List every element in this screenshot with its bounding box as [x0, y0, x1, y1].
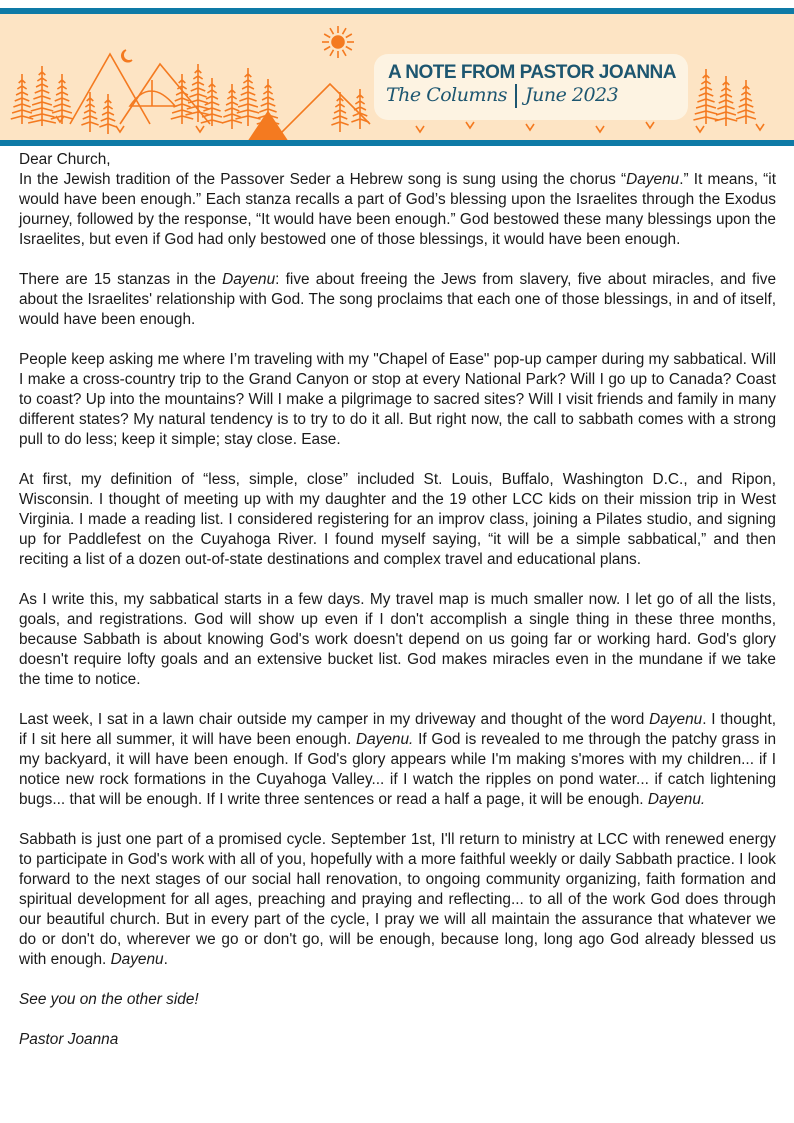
subtitle	[386, 84, 618, 108]
text: .” It means, “it would have been enough.” Each stanza recalls a part of God’s blessing upon the Israelites through the Exodus journey, followed by the response, “It would have been enough.” God bestowed these many blessings upon the Israelites, but even if God had only bestowed one of those blessings, it would have been enough.	[19, 171, 776, 248]
italic-text: Dayenu	[222, 271, 276, 288]
text: If God is revealed to me through the patchy grass in my backyard, it will have been enough. If God's glory appears while I'm making s'mores with my children... if I notice new rock formations in the Cuyahoga Valley... if I watch the ripples on pond water... if catch lightening bugs... that will be enough. If I write three sentences or read a half a page, it will be enough.	[19, 731, 776, 808]
paragraph	[19, 350, 776, 450]
greeting: Dear Church,	[19, 151, 111, 168]
text: At first, my definition of “less, simple, close” included St. Louis, Buffalo, Washington D.C., and Ripon, Wisconsin. I thought of meeting up with my daughter and the 19 other LCC kids on their mission trip in West Virginia. I made a reading list. I considered registering for an improv class, joining a Pilates studio, and signing up for Paddlefest on the Cuyahoga River. I found myself saying, “it will be a simple sabbatical,” and then reciting a list of a dozen out-of-state destinations and complex travel and educational plans.	[19, 471, 776, 568]
grass-icon	[696, 126, 704, 132]
signature: Pastor Joanna	[19, 1031, 119, 1048]
tree-icon	[235, 68, 260, 126]
tree-icon	[715, 76, 737, 126]
sun-ray	[330, 28, 334, 34]
tree-icon	[736, 80, 756, 124]
text: As I write this, my sabbatical starts in a few days. My travel map is much smaller now. I let go of all the lists, goals, and registrations. God will show up even if I don't accomplish a single thing in these three months, because Sabbath is about knowing God's work doesn't depend on us going far or working hard. God's glory doesn't require lofty goals and an extensive bucket list. God makes miracles even in the mundane if we take the time to notice.	[19, 591, 776, 688]
text: There are 15 stanzas in the	[19, 271, 223, 288]
paragraph	[19, 270, 776, 330]
sun-ray	[324, 47, 330, 51]
grass-icon	[116, 126, 124, 132]
sun-ray	[346, 34, 352, 38]
paragraph	[19, 710, 776, 810]
title-box	[374, 54, 688, 120]
grass-icon	[596, 126, 604, 132]
sun-ray	[330, 50, 334, 56]
grass-icon	[466, 122, 474, 128]
paragraph	[19, 830, 776, 970]
text: In the Jewish tradition of the Passover Seder a Hebrew song is sung using the chorus “	[19, 171, 627, 188]
paragraph	[19, 590, 776, 690]
tent-filled-icon	[248, 112, 288, 140]
text: People keep asking me where I’m traveling with my "Chapel of Ease" pop-up camper during my sabbatical. Will I make a cross-country trip to the Grand Canyon or stop at every National Park? Will I go up to Canada? Coast to coast? Up into the mountains? Will I make a pilgrimage to sacred sites? Will I visit friends and family in many different states? My natural tendency is to try to do it all. But right now, the call to sabbath comes with a strong pull to do less; keep it simple; stay close. Ease.	[19, 351, 776, 448]
text: Last week, I sat in a lawn chair outside my camper in my driveway and thought of the word	[19, 711, 650, 728]
page-title: A NOTE FROM PASTOR JOANNA	[388, 62, 676, 83]
sun-icon	[332, 36, 344, 48]
italic-text: Dayenu.	[647, 791, 706, 808]
grass-icon	[416, 126, 424, 132]
text: . I thought, if I sit here all summer, it will have been enough.	[19, 711, 776, 748]
sun-ray	[346, 47, 352, 51]
grass-icon	[756, 124, 764, 130]
bottom-stripe	[0, 140, 794, 146]
grass-icon	[526, 124, 534, 130]
tree-icon	[99, 94, 116, 134]
tree-icon	[185, 64, 210, 122]
issue-date: June 2023	[525, 84, 619, 106]
closing: See you on the other side!	[19, 991, 199, 1008]
letter-body	[19, 150, 776, 1070]
tree-icon	[28, 66, 56, 126]
text: .	[163, 951, 168, 968]
paragraph	[19, 170, 776, 250]
paragraph	[19, 470, 776, 570]
grass-icon	[196, 126, 204, 132]
sun-ray	[324, 34, 330, 38]
moon-icon	[122, 50, 132, 62]
header-banner	[0, 8, 794, 146]
text: Sabbath is just one part of a promised cycle. September 1st, I'll return to ministry at LCC with renewed energy to participate in God's work with all of you, hopefully with a more faithful weekly or daily Sabbath practice. I look forward to the next stages of our social hall renovation, to ongoing community organizing, faith formation and spiritual development for all ages, preaching and praying and reflecting... to all of the work God does through our beautiful church. But in every part of the cycle, I pray we will all maintain the assurance that whatever we do or don't do, wherever we go or don't go, will be enough, because long, long ago God already blessed us with enough.	[19, 831, 776, 968]
divider	[515, 84, 517, 108]
tree-icon	[331, 92, 348, 132]
italic-text: Dayenu	[649, 711, 703, 728]
publication-name: The Columns	[386, 84, 507, 106]
italic-text: Dayenu	[110, 951, 164, 968]
sun-ray	[343, 28, 347, 34]
text: : five about freeing the Jews from slavery, five about miracles, and five about the Israelites' relationship with God. The song proclaims that each one of those blessings, in and of itself, would have been enough.	[19, 271, 776, 328]
sun-ray	[343, 50, 347, 56]
grass-icon	[646, 122, 654, 128]
tree-icon	[693, 69, 718, 124]
italic-text: Dayenu	[626, 171, 680, 188]
italic-text: Dayenu.	[356, 731, 414, 748]
